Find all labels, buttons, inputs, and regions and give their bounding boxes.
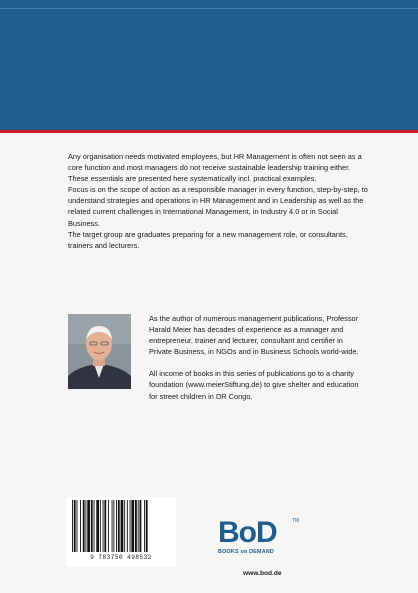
blurb-paragraph: Any organisation needs motivated employees, but HR Management is often not seen as a core function and most managers do not receive sustainable leadership training either.	[68, 152, 362, 173]
barcode-bar	[80, 500, 81, 552]
barcode-bar	[146, 500, 148, 552]
bod-logo	[218, 518, 310, 564]
blurb-paragraph: These essentials are presented here systematically incl. practical examples.	[68, 174, 317, 184]
barcode-bar	[113, 500, 114, 552]
blurb-paragraph: Focus is on the scope of action as a responsible manager in every function, step-by-step, to understand strategies and operations in HR Management and in Leadership as well as the related current challenges in International Management, in Industry 4.0 or in Social Business.	[68, 185, 368, 228]
isbn-number: 9 783750 498532	[90, 554, 152, 561]
barcode-bar	[140, 500, 142, 552]
barcode-bar	[94, 500, 95, 552]
barcode-bar	[108, 500, 109, 552]
barcode-bar	[112, 500, 113, 552]
charity-note: All income of books in this series of publications go to a charity foundation (www.meierStiftung.de) to give shelter and education for street children in DR Congo.	[149, 369, 359, 401]
barcode-bar	[104, 500, 106, 552]
trademark-sign: TM	[292, 518, 300, 524]
blurb-paragraph: The target group are graduates preparing for a new management role, or consultants, trainers and lecturers.	[68, 229, 348, 250]
band-highlight-line	[0, 8, 418, 9]
isbn-barcode	[66, 497, 176, 567]
barcode-bar	[121, 500, 124, 552]
barcode-bar	[130, 500, 131, 552]
barcode-bar	[135, 500, 137, 552]
barcode-bar	[91, 500, 93, 552]
author-photo	[68, 314, 131, 389]
bod-logo-mark: BoD	[218, 516, 277, 549]
barcode-bar	[118, 500, 120, 552]
back-cover-blurb	[68, 151, 368, 251]
author-portrait-image	[68, 314, 131, 389]
top-color-band	[0, 0, 418, 130]
author-bio: As the author of numerous management publications, Professor Harald Meier has decades of experience as a manager and entrepreneur, trainer and lecturer, consultant and certifier in Private Business, in NGOs and in Business Schools world-wide.	[149, 314, 359, 357]
author-info	[149, 313, 359, 402]
bod-tagline: BOOKS on DEMAND	[218, 549, 275, 555]
barcode-bar	[138, 500, 139, 552]
barcode-bar	[83, 500, 85, 552]
barcode-bar	[74, 500, 76, 552]
publisher-url: www.bod.de	[243, 570, 282, 577]
barcode-bar	[96, 500, 99, 552]
barcode-bar	[72, 500, 73, 552]
barcode-bar	[124, 500, 125, 552]
red-divider-rule	[0, 130, 418, 133]
barcode-bar	[127, 500, 128, 552]
barcode-bars	[70, 500, 172, 554]
barcode-bar	[86, 500, 87, 552]
barcode-bar	[103, 500, 104, 552]
barcode-bar	[131, 500, 134, 552]
barcode-bar	[116, 500, 117, 552]
barcode-bar	[144, 500, 145, 552]
barcode-bar	[100, 500, 101, 552]
barcode-bar	[87, 500, 90, 552]
barcode-bar	[77, 500, 78, 552]
